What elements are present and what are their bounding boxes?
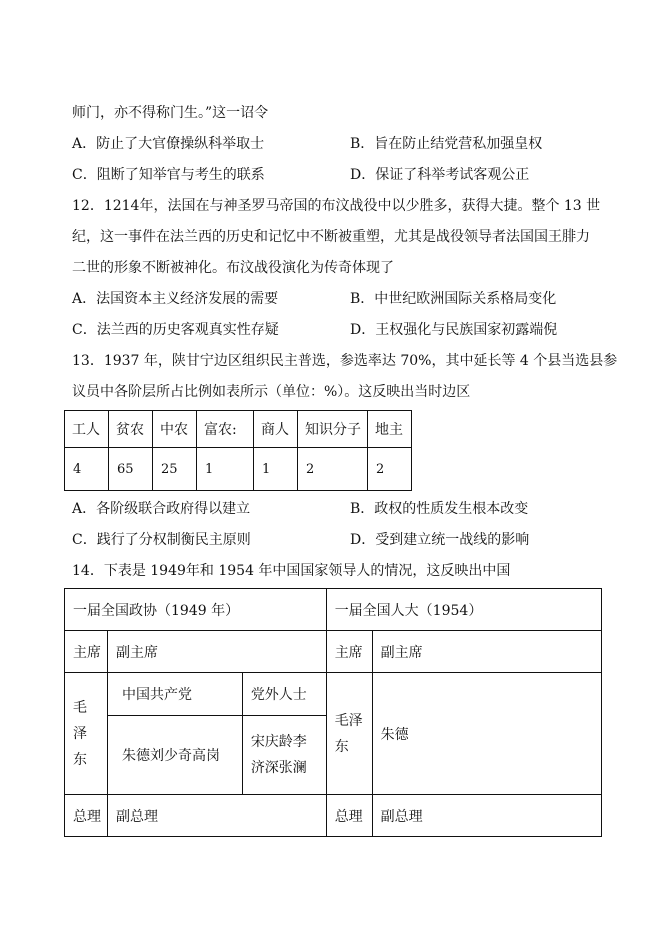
q13-option-c: C．践行了分权制衡民主原则 <box>72 532 251 548</box>
vice-premier-label-cell: 副总理 <box>107 795 326 837</box>
table-cell: 1 <box>197 448 254 491</box>
party-vices-cell: 朱德刘少奇高岗 <box>107 716 242 795</box>
vice-chair-label-cell: 副主席 <box>107 631 326 673</box>
table-cell: 65 <box>109 448 153 491</box>
table-header-cell: 商人 <box>254 411 298 448</box>
table-cell: 25 <box>153 448 197 491</box>
leaders-table <box>64 588 602 837</box>
right-title-cell: 一届全国人大（1954） <box>326 589 601 631</box>
nonparty-vices-cell: 宋庆龄李济深张澜 <box>242 716 326 795</box>
table-row <box>65 448 412 491</box>
q12-line-1: 12．1214年，法国在与神圣罗马帝国的布汶战役中以少胜多，获得大捷。整个 13 世 <box>72 198 601 214</box>
left-chair-name-cell: 毛泽东 <box>65 673 108 795</box>
q13-line-1: 13．1937 年，陕甘宁边区组织民主普选，参选率达 70%，其中延长等 4 个县当选县参 <box>72 353 618 369</box>
table-cell: 4 <box>65 448 109 491</box>
q12-option-d: D．王权强化与民族国家初露端倪 <box>350 322 558 338</box>
table-cell: 1 <box>254 448 298 491</box>
table-row <box>65 589 602 631</box>
table-row <box>65 631 602 673</box>
q13-option-a: A．各阶级联合政府得以建立 <box>72 501 251 517</box>
nonparty-label-cell: 党外人士 <box>242 673 326 716</box>
chair-label-cell: 主席 <box>65 631 108 673</box>
party-label-cell: 中国共产党 <box>107 673 242 716</box>
q12-option-b: B．中世纪欧洲国际关系格局变化 <box>350 291 557 307</box>
q13-option-b: B．政权的性质发生根本改变 <box>350 501 529 517</box>
table-row <box>65 673 602 716</box>
q11-option-b: B．旨在防止结党营私加强皇权 <box>350 136 543 152</box>
q11-option-c: C．阻断了知举官与考生的联系 <box>72 167 265 183</box>
table-header-cell: 地主 <box>368 411 412 448</box>
intro-line: 师门，亦不得称门生。”这一诏令 <box>72 105 269 121</box>
class-ratio-table <box>64 410 412 491</box>
premier-label-cell: 总理 <box>326 795 372 837</box>
premier-label-cell: 总理 <box>65 795 108 837</box>
table-header-cell: 工人 <box>65 411 109 448</box>
q12-option-c: C．法兰西的历史客观真实性存疑 <box>72 322 279 338</box>
chair-label-cell: 主席 <box>326 631 372 673</box>
table-header-cell: 贫农 <box>109 411 153 448</box>
q12-line-2: 纪，这一事件在法兰西的历史和记忆中不断被重塑，尤其是战役领导者法国国王腓力 <box>72 229 590 245</box>
vice-premier-label-cell: 副总理 <box>372 795 601 837</box>
q13-option-d: D．受到建立统一战线的影响 <box>350 532 530 548</box>
table-header-cell: 富农: <box>197 411 254 448</box>
q11-option-a: A．防止了大官僚操纵科举取士 <box>72 136 265 152</box>
table-header-cell: 中农 <box>153 411 197 448</box>
q13-line-2: 议员中各阶层所占比例如表所示（单位：%）。这反映出当时边区 <box>72 384 471 400</box>
table-header-row <box>65 411 412 448</box>
vice-chair-label-cell: 副主席 <box>372 631 601 673</box>
table-cell: 2 <box>298 448 368 491</box>
right-chair-name-cell: 毛泽东 <box>326 673 372 795</box>
table-cell: 2 <box>368 448 412 491</box>
table-header-cell: 知识分子 <box>298 411 368 448</box>
q14-line: 14．下表是 1949年和 1954 年中国国家领导人的情况，这反映出中国 <box>72 563 511 579</box>
q12-option-a: A．法国资本主义经济发展的需要 <box>72 291 279 307</box>
q11-option-d: D．保证了科举考试客观公正 <box>350 167 530 183</box>
q12-line-3: 二世的形象不断被神化。布汶战役演化为传奇体现了 <box>72 260 394 276</box>
right-vice-chair-cell: 朱德 <box>372 673 601 795</box>
table-row <box>65 795 602 837</box>
left-title-cell: 一届全国政协（1949 年） <box>65 589 327 631</box>
